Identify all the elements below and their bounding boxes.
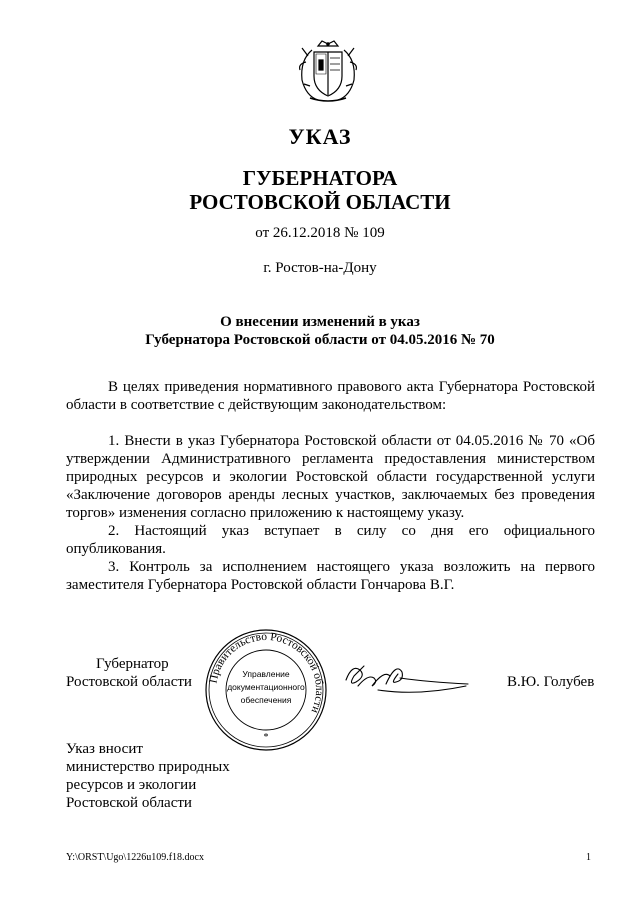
seal-center-line-3: обеспечения <box>240 695 292 705</box>
decree-item-2: 2. Настоящий указ вступает в силу со дня его официального опубликования. <box>66 523 595 557</box>
submitter-note-line-1: Указ вносит <box>66 741 143 757</box>
handwritten-signature <box>338 656 474 698</box>
seal-center-line-1: Управление <box>242 669 290 679</box>
signatory-position-line-1: Губернатор <box>96 656 169 672</box>
subject-line-2: Губернатора Ростовской области от 04.05.2016 № 70 <box>145 332 495 348</box>
seal-ring-text-path: Правительство Ростовской области <box>207 630 326 715</box>
decree-date-number: от 26.12.2018 № 109 <box>255 225 385 241</box>
official-seal <box>204 628 328 752</box>
decree-title: УКАЗ <box>288 124 352 149</box>
footer-file-path: Y:\ORST\Ugo\1226u109.f18.docx <box>66 852 204 863</box>
decree-item-1: 1. Внести в указ Губернатора Ростовской области от 04.05.2016 № 70 «Об утверждении Административного регламента предоставления министерством природных ресурсов и экологии Ростовской области государственной услуги «Заключение договоров аренды лесных участков, заключаемых без проведения торгов» изменения согласно приложению к настоящему указу. <box>66 433 595 521</box>
submitter-note <box>66 740 230 812</box>
decree-subject <box>0 313 640 349</box>
signatory-name: В.Ю. Голубев <box>507 674 595 690</box>
intro-paragraph: В целях приведения нормативного правового акта Губернатора Ростовской области в соответствие с действующим законодательством: <box>66 379 595 413</box>
signatory-position <box>66 655 192 691</box>
decree-items <box>66 432 595 594</box>
seal-star: * <box>263 732 269 743</box>
decree-city: г. Ростов-на-Дону <box>263 260 377 276</box>
submitter-note-line-3: ресурсов и экологии <box>66 777 197 793</box>
issuer-line-1: ГУБЕРНАТОРА <box>242 166 398 190</box>
intro-paragraph-block <box>66 378 595 414</box>
submitter-note-line-4: Ростовской области <box>66 795 192 811</box>
coat-of-arms-emblem <box>296 40 360 106</box>
decree-item-3: 3. Контроль за исполнением настоящего указа возложить на первого заместителя Губернатора Ростовской области Гончарова В.Г. <box>66 559 595 593</box>
subject-line-1: О внесении изменений в указ <box>220 314 420 330</box>
issuer-title <box>0 166 640 214</box>
footer-page-number: 1 <box>586 852 591 863</box>
issuer-line-2: РОСТОВСКОЙ ОБЛАСТИ <box>189 190 451 214</box>
submitter-note-line-2: министерство природных <box>66 759 230 775</box>
seal-center-line-2: документационного <box>227 682 305 692</box>
signatory-position-line-2: Ростовской области <box>66 674 192 690</box>
